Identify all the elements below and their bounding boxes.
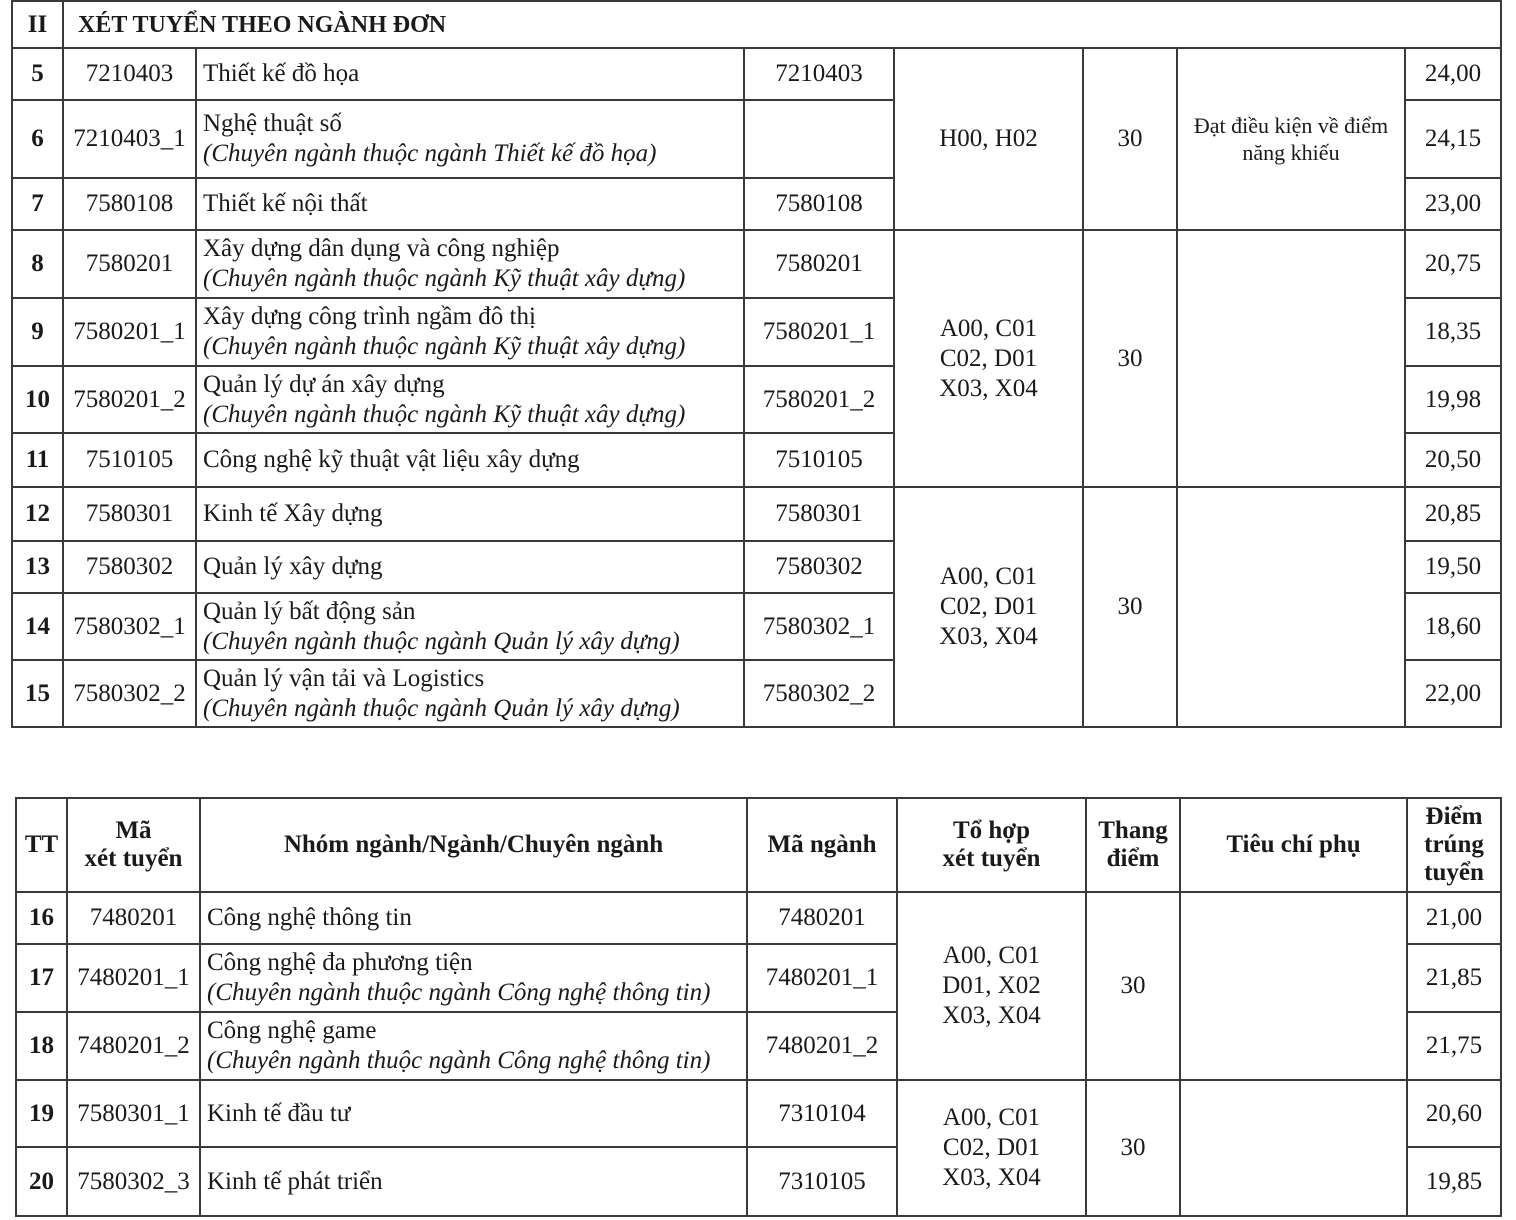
row-score: 20,60 xyxy=(1407,1080,1501,1147)
row-score: 21,00 xyxy=(1407,892,1501,944)
row-ma-nganh: 7580201_2 xyxy=(744,366,894,433)
row-score: 22,00 xyxy=(1405,660,1501,727)
row-name-text: Thiết kế đồ họa xyxy=(203,60,360,87)
row-name-sub: (Chuyên ngành thuộc ngành Thiết kế đồ họa) xyxy=(203,140,657,167)
row-score: 21,85 xyxy=(1407,944,1501,1012)
row-tt: 18 xyxy=(16,1012,67,1080)
row-tt: 7 xyxy=(12,178,63,230)
header-text: điểm xyxy=(1106,845,1160,872)
row-ma-xet-tuyen: 7580302_1 xyxy=(63,593,196,660)
row-name-text: Quản lý vận tải và Logistics xyxy=(203,664,485,692)
row-ma-nganh: 7510105 xyxy=(744,433,894,487)
row-tt: 11 xyxy=(12,433,63,487)
row-name-sub: (Chuyên ngành thuộc ngành Công nghệ thông tin) xyxy=(207,1047,711,1074)
row-tt: 19 xyxy=(16,1080,67,1147)
group-thang-diem: 30 xyxy=(1086,1080,1180,1216)
group-to-hop xyxy=(894,487,1083,727)
group-to-hop xyxy=(894,230,1083,487)
row-ma-nganh: 7210403 xyxy=(744,48,894,100)
group-tieu-chi xyxy=(1177,487,1405,727)
to-hop-line: C02, D01 xyxy=(939,593,1038,620)
to-hop-line: A00, C01 xyxy=(939,314,1038,342)
row-name-text: Quản lý dự án xây dựng xyxy=(203,370,445,398)
row-name-sub: (Chuyên ngành thuộc ngành Kỹ thuật xây dựng) xyxy=(203,400,686,428)
row-ma-nganh: 7580302 xyxy=(744,541,894,593)
row-ma-xet-tuyen: 7580301 xyxy=(63,487,196,541)
row-name xyxy=(196,178,744,230)
row-ma-xet-tuyen: 7580108 xyxy=(63,178,196,230)
header-tieu-chi: Tiêu chí phụ xyxy=(1180,798,1407,892)
group-thang-diem: 30 xyxy=(1083,48,1177,230)
header-text: Tổ hợp xyxy=(952,817,1031,844)
row-score: 18,35 xyxy=(1405,298,1501,366)
section-header-row xyxy=(12,1,1501,48)
header-text: trúng xyxy=(1424,831,1484,858)
row-name-text: Công nghệ game xyxy=(207,1017,377,1044)
to-hop-line: C02, D01 xyxy=(939,344,1038,372)
group-thang-diem: 30 xyxy=(1086,892,1180,1080)
row-name xyxy=(200,1147,747,1216)
row-score: 19,50 xyxy=(1405,541,1501,593)
row-score: 18,60 xyxy=(1405,593,1501,660)
to-hop-line: A00, C01 xyxy=(942,942,1041,969)
row-ma-nganh: 7580301 xyxy=(744,487,894,541)
row-ma-nganh: 7310104 xyxy=(747,1080,897,1147)
group-thang-diem: 30 xyxy=(1083,487,1177,727)
row-name-text: Công nghệ thông tin xyxy=(207,904,412,931)
tieu-chi-text: Đạt điều kiện về điểm năng khiếu xyxy=(1193,113,1389,165)
row-ma-nganh: 7580302_1 xyxy=(744,593,894,660)
row-ma-nganh: 7580201_1 xyxy=(744,298,894,366)
section-number: II xyxy=(12,1,63,48)
row-name xyxy=(196,366,744,433)
row-name-text: Xây dựng dân dụng và công nghiệp xyxy=(203,235,560,262)
admission-table-continued xyxy=(15,797,1502,1217)
row-ma-nganh: 7310105 xyxy=(747,1147,897,1216)
group-to-hop xyxy=(897,892,1086,1080)
row-score: 23,00 xyxy=(1405,178,1501,230)
row-name-text: Quản lý xây dựng xyxy=(203,553,383,580)
row-tt: 15 xyxy=(12,660,63,727)
row-name xyxy=(196,100,744,178)
row-name-sub: (Chuyên ngành thuộc ngành Quản lý xây dựng) xyxy=(203,694,680,722)
to-hop-line: X03, X04 xyxy=(939,623,1038,650)
row-name xyxy=(200,1080,747,1147)
row-tt: 9 xyxy=(12,298,63,366)
row-tt: 12 xyxy=(12,487,63,541)
row-name-sub: (Chuyên ngành thuộc ngành Kỹ thuật xây dựng) xyxy=(203,265,686,292)
group-tieu-chi xyxy=(1180,892,1407,1080)
row-tt: 5 xyxy=(12,48,63,100)
row-ma-xet-tuyen: 7580301_1 xyxy=(67,1080,200,1147)
row-ma-xet-tuyen: 7580302_2 xyxy=(63,660,196,727)
row-ma-xet-tuyen: 7580201 xyxy=(63,230,196,298)
row-name xyxy=(196,433,744,487)
row-name xyxy=(200,1012,747,1080)
group-tieu-chi xyxy=(1177,230,1405,487)
table-row xyxy=(16,1080,1501,1147)
row-ma-xet-tuyen: 7510105 xyxy=(63,433,196,487)
row-ma-xet-tuyen: 7480201 xyxy=(67,892,200,944)
table-row xyxy=(12,487,1501,541)
header-ma-xet-tuyen xyxy=(67,798,200,892)
group-thang-diem: 30 xyxy=(1083,230,1177,487)
row-ma-xet-tuyen: 7580201_1 xyxy=(63,298,196,366)
row-name-sub: (Chuyên ngành thuộc ngành Kỹ thuật xây dựng) xyxy=(203,333,686,360)
table-row xyxy=(16,892,1501,944)
row-name-text: Kinh tế đầu tư xyxy=(207,1099,351,1127)
row-name-sub: (Chuyên ngành thuộc ngành Quản lý xây dựng) xyxy=(203,627,680,655)
header-thang-diem xyxy=(1086,798,1180,892)
row-ma-nganh: 7580302_2 xyxy=(744,660,894,727)
header-text: Thang xyxy=(1098,817,1168,844)
row-name xyxy=(196,230,744,298)
table-header-row xyxy=(16,798,1501,892)
header-tt: TT xyxy=(16,798,67,892)
row-tt: 16 xyxy=(16,892,67,944)
row-ma-nganh: 7580108 xyxy=(744,178,894,230)
row-name xyxy=(196,487,744,541)
row-tt: 14 xyxy=(12,593,63,660)
row-score: 19,85 xyxy=(1407,1147,1501,1216)
header-text: xét tuyển xyxy=(84,845,183,872)
header-text: xét tuyển xyxy=(942,845,1041,872)
row-ma-nganh: 7580201 xyxy=(744,230,894,298)
group-tieu-chi xyxy=(1180,1080,1407,1216)
header-name: Nhóm ngành/Ngành/Chuyên ngành xyxy=(200,798,747,892)
row-tt: 17 xyxy=(16,944,67,1012)
row-ma-xet-tuyen: 7480201_2 xyxy=(67,1012,200,1080)
row-score: 20,50 xyxy=(1405,433,1501,487)
row-score: 21,75 xyxy=(1407,1012,1501,1080)
row-name xyxy=(200,944,747,1012)
row-score: 24,15 xyxy=(1405,100,1501,178)
row-ma-nganh: 7480201 xyxy=(747,892,897,944)
group-to-hop: H00, H02 xyxy=(894,48,1083,230)
row-name xyxy=(196,298,744,366)
to-hop-line: X03, X04 xyxy=(942,1164,1041,1191)
row-tt: 13 xyxy=(12,541,63,593)
row-name xyxy=(196,48,744,100)
table-row xyxy=(12,230,1501,298)
row-ma-xet-tuyen: 7480201_1 xyxy=(67,944,200,1012)
row-ma-nganh: 7480201_2 xyxy=(747,1012,897,1080)
row-ma-xet-tuyen: 7580201_2 xyxy=(63,366,196,433)
row-tt: 10 xyxy=(12,366,63,433)
row-ma-xet-tuyen: 7210403_1 xyxy=(63,100,196,178)
row-tt: 8 xyxy=(12,230,63,298)
header-diem-trung-tuyen xyxy=(1407,798,1501,892)
section-title: XÉT TUYỂN THEO NGÀNH ĐƠN xyxy=(63,1,1501,48)
row-name-text: Công nghệ kỹ thuật vật liệu xây dựng xyxy=(203,446,580,473)
row-name-sub: (Chuyên ngành thuộc ngành Công nghệ thông tin) xyxy=(207,979,711,1006)
row-name-text: Quản lý bất động sản xyxy=(203,597,416,625)
row-score: 20,85 xyxy=(1405,487,1501,541)
row-name-text: Nghệ thuật số xyxy=(203,110,342,137)
header-text: tuyển xyxy=(1424,859,1484,886)
group-tieu-chi xyxy=(1177,48,1405,230)
row-score: 19,98 xyxy=(1405,366,1501,433)
row-name-text: Kinh tế phát triển xyxy=(207,1167,383,1195)
row-name-text: Xây dựng công trình ngầm đô thị xyxy=(203,303,536,330)
to-hop-line: A00, C01 xyxy=(942,1104,1041,1131)
to-hop-line: D01, X02 xyxy=(942,972,1041,999)
row-ma-nganh xyxy=(744,100,894,178)
header-text: Mã xyxy=(115,817,152,844)
row-score: 20,75 xyxy=(1405,230,1501,298)
row-ma-xet-tuyen: 7210403 xyxy=(63,48,196,100)
row-tt: 6 xyxy=(12,100,63,178)
row-ma-xet-tuyen: 7580302_3 xyxy=(67,1147,200,1216)
row-name-text: Kinh tế Xây dựng xyxy=(203,500,383,527)
row-ma-nganh: 7480201_1 xyxy=(747,944,897,1012)
header-text: Điểm xyxy=(1425,803,1483,830)
row-tt: 20 xyxy=(16,1147,67,1216)
group-to-hop xyxy=(897,1080,1086,1216)
to-hop-line: A00, C01 xyxy=(939,563,1038,590)
row-score: 24,00 xyxy=(1405,48,1501,100)
header-ma-nganh: Mã ngành xyxy=(747,798,897,892)
row-ma-xet-tuyen: 7580302 xyxy=(63,541,196,593)
row-name xyxy=(196,593,744,660)
to-hop-line: C02, D01 xyxy=(942,1134,1041,1161)
row-name xyxy=(200,892,747,944)
row-name-text: Công nghệ đa phương tiện xyxy=(207,949,473,976)
header-to-hop xyxy=(897,798,1086,892)
row-name-text: Thiết kế nội thất xyxy=(203,190,368,217)
to-hop-line: X03, X04 xyxy=(939,374,1038,402)
to-hop-line: X03, X04 xyxy=(942,1002,1041,1029)
row-name xyxy=(196,541,744,593)
row-name xyxy=(196,660,744,727)
admission-table-section-ii xyxy=(11,0,1502,728)
table-row xyxy=(12,48,1501,100)
